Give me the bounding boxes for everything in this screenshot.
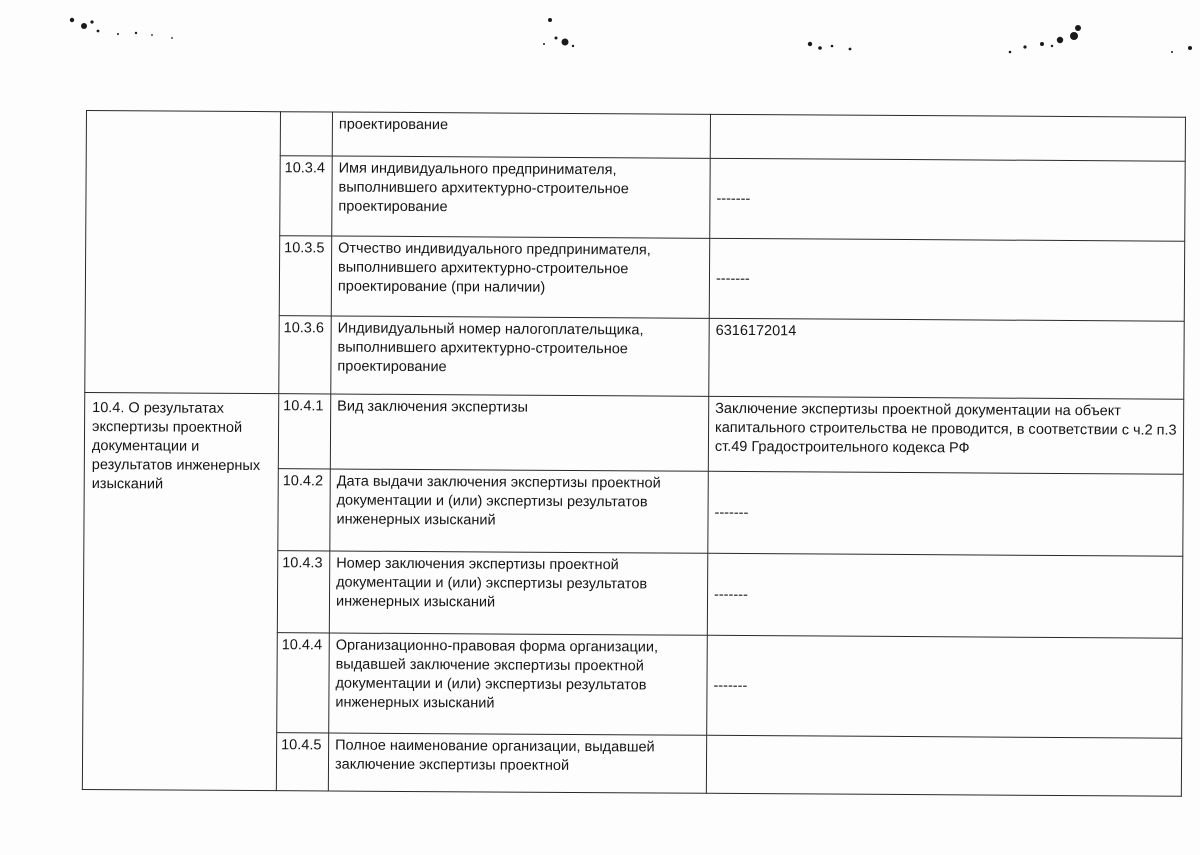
row-number: 10.3.5	[279, 236, 331, 316]
row-label: Вид заключения экспертизы	[330, 394, 708, 471]
row-value: -------	[709, 238, 1184, 321]
row-number: 10.3.4	[280, 156, 332, 236]
table-row	[84, 392, 1183, 474]
row-label: Индивидуальный номер налогоплательщика, выполнившего архитектурно-строительное проектирование	[331, 316, 709, 396]
row-label: Номер заключения экспертизы проектной документации и (или) экспертизы результатов инженерных изысканий	[329, 551, 707, 635]
row-number: 10.4.1	[278, 394, 330, 469]
section-cell-empty	[85, 111, 281, 394]
row-number: 10.3.6	[279, 316, 331, 394]
row-number: 10.4.4	[277, 633, 330, 733]
row-number: 10.4.2	[278, 469, 330, 551]
row-value: 6316172014	[709, 318, 1184, 399]
row-label: Имя индивидуального предпринимателя, выполнившего архитектурно-строительное проектирование	[332, 156, 710, 238]
row-value: -------	[708, 471, 1183, 556]
document-table	[82, 110, 1186, 797]
scan-specks	[0, 0, 1200, 90]
row-label: Полное наименование организации, выдавшей заключение экспертизы проектной	[328, 733, 706, 793]
row-value: -------	[710, 158, 1185, 241]
row-value	[710, 114, 1185, 161]
row-number	[280, 112, 332, 156]
row-value: -------	[707, 553, 1182, 638]
row-number: 10.4.5	[276, 733, 328, 791]
row-label: проектирование	[332, 112, 710, 158]
row-label: Дата выдачи заключения экспертизы проектной документации и (или) экспертизы результатов инженерных изысканий	[330, 469, 708, 553]
table-row	[86, 111, 1185, 162]
section-title: 10.4. О результатах экспертизы проектной документации и результатов инженерных изысканий	[82, 392, 278, 790]
row-value	[706, 735, 1181, 796]
row-value: -------	[707, 635, 1183, 738]
row-value: Заключение экспертизы проектной документации на объект капитального строительства не проводится, в соответствии с ч.2 п.3 ст.49 Градостроительного кодекса РФ	[708, 396, 1183, 474]
row-label: Организационно-правовая форма организации, выдавшей заключение экспертизы проектной документации и (или) экспертизы результатов инженерных изысканий	[329, 633, 708, 735]
row-number: 10.4.3	[277, 551, 329, 633]
row-label: Отчество индивидуального предпринимателя, выполнившего архитектурно-строительное проектирование (при наличии)	[331, 236, 709, 318]
